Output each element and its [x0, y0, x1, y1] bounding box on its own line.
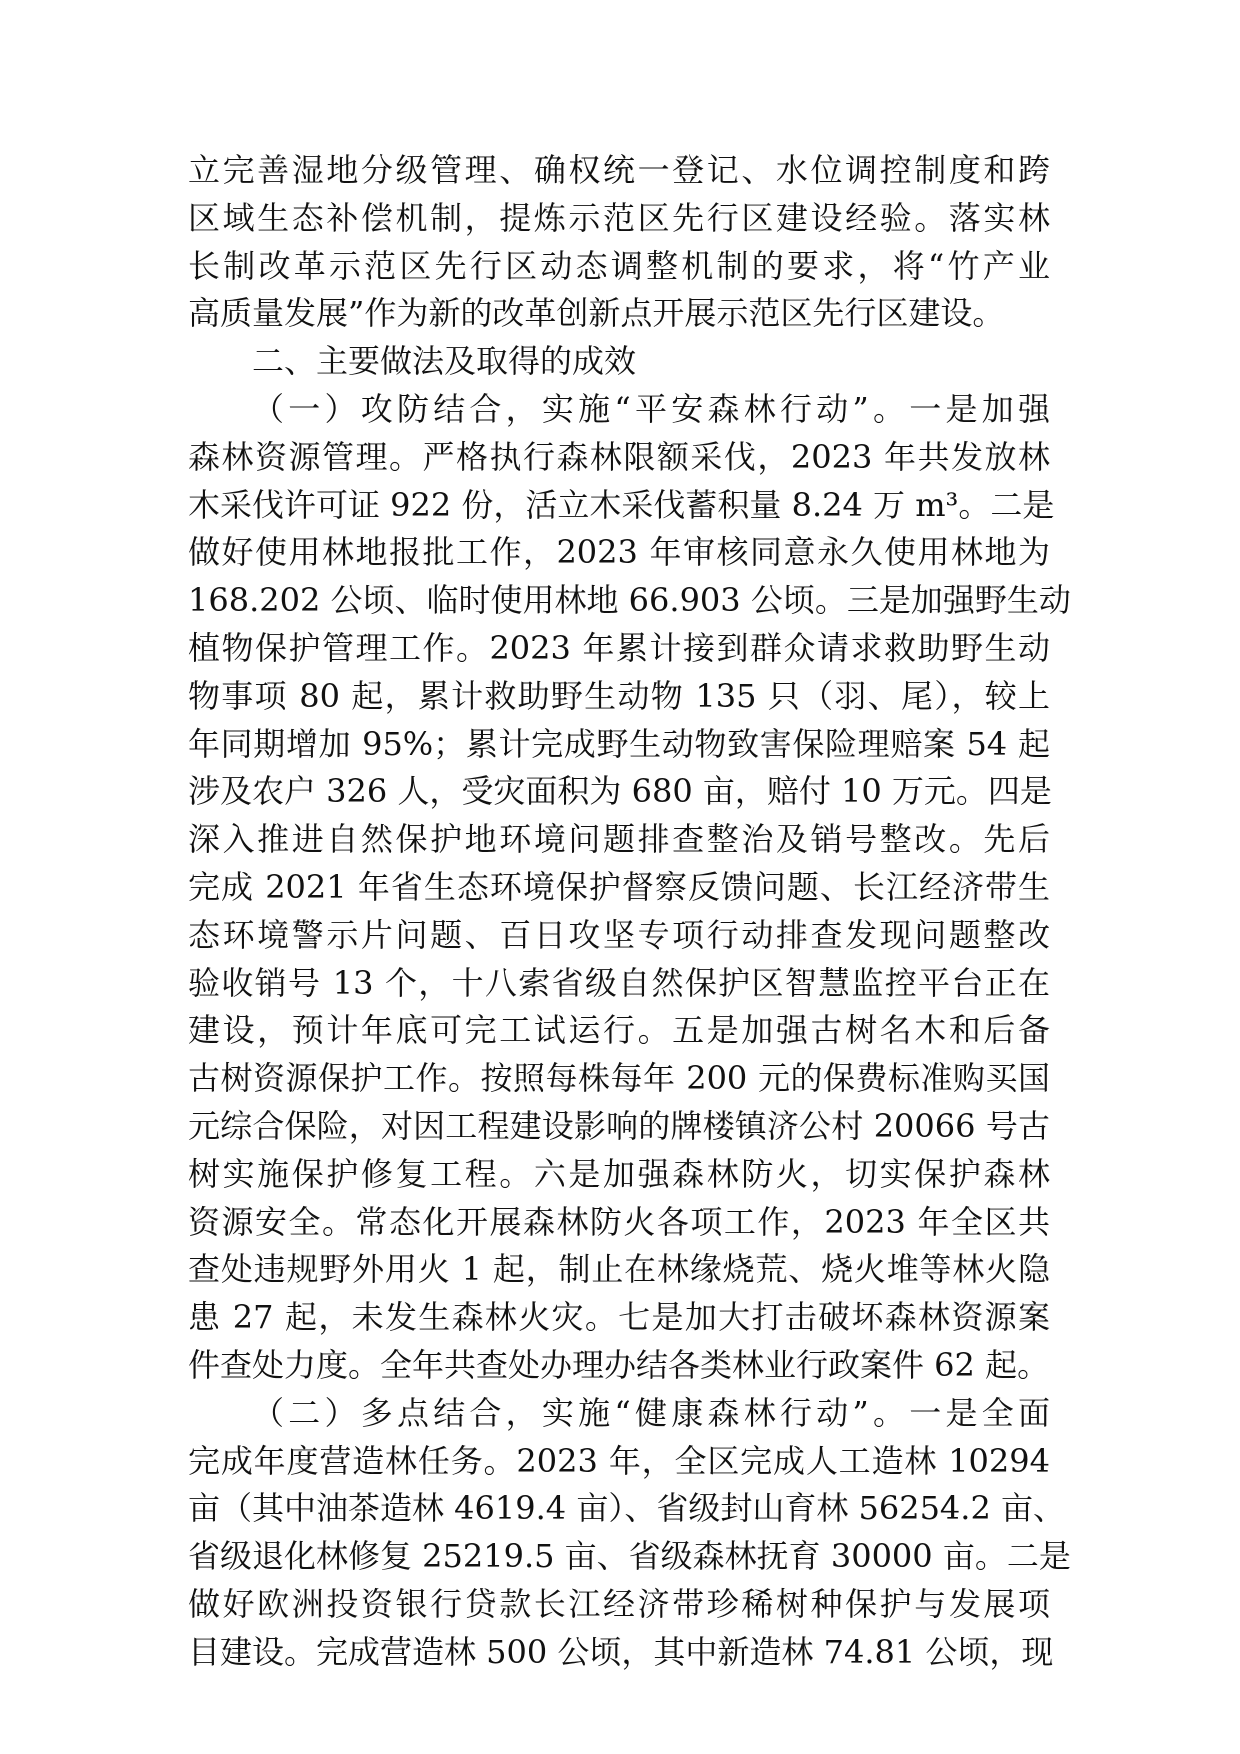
text-line: 态环境警示片问题、百日攻坚专项行动排查发现问题整改 [188, 915, 1050, 954]
text-line: 森林资源管理。严格执行森林限额采伐，2023 年共发放林 [188, 437, 1050, 476]
section-heading: 二、主要做法及取得的成效 [252, 342, 637, 381]
text-line: 查处违规野外用火 1 起，制止在林缘烧荒、烧火堆等林火隐 [188, 1250, 1050, 1289]
text-line: 年同期增加 95%；累计完成野生动物致害保险理赔案 54 起 [188, 724, 1050, 763]
text-line: 完成年度营造林任务。2023 年，全区完成人工造林 10294 [188, 1441, 1050, 1480]
text-line: 患 27 起，未发生森林火灾。七是加大打击破坏森林资源案 [188, 1298, 1050, 1337]
paragraph-first-line: （二）多点结合，实施“健康森林行动”。一是全面 [252, 1393, 1050, 1432]
text-line: 168.202 公顷、临时使用林地 66.903 公顷。三是加强野生动 [188, 581, 1071, 620]
text-line: 建设，预计年底可完工试运行。五是加强古树名木和后备 [188, 1011, 1050, 1050]
text-line: 涉及农户 326 人，受灾面积为 680 亩，赔付 10 万元。四是 [188, 772, 1052, 811]
text-line: 植物保护管理工作。2023 年累计接到群众请求救助野生动 [188, 628, 1050, 667]
text-line: 做好使用林地报批工作，2023 年审核同意永久使用林地为 [188, 533, 1050, 572]
text-line: 物事项 80 起，累计救助野生动物 135 只（羽、尾），较上 [188, 676, 1050, 715]
text-line: 完成 2021 年省生态环境保护督察反馈问题、长江经济带生 [188, 867, 1050, 906]
body-text [188, 147, 1071, 1677]
text-line: 区域生态补偿机制，提炼示范区先行区建设经验。落实林 [188, 198, 1050, 237]
paragraph-first-line: （一）攻防结合，实施“平安森林行动”。一是加强 [252, 389, 1050, 428]
text-line: 做好欧洲投资银行贷款长江经济带珍稀树种保护与发展项 [188, 1584, 1050, 1623]
text-line: 古树资源保护工作。按照每株每年 200 元的保费标准购买国 [188, 1059, 1050, 1098]
text-line: 高质量发展”作为新的改革创新点开展示范区先行区建设。 [188, 294, 1005, 333]
text-line: 树实施保护修复工程。六是加强森林防火，切实保护森林 [188, 1154, 1050, 1193]
text-line: 元综合保险，对因工程建设影响的牌楼镇济公村 20066 号古 [188, 1106, 1050, 1145]
text-line: 省级退化林修复 25219.5 亩、省级森林抚育 30000 亩。二是 [188, 1537, 1071, 1576]
text-line: 长制改革示范区先行区动态调整机制的要求，将“竹产业 [188, 246, 1050, 285]
text-line: 木采伐许可证 922 份，活立木采伐蓄积量 8.24 万 m³。二是 [188, 485, 1055, 524]
text-line: 立完善湿地分级管理、确权统一登记、水位调控制度和跨 [188, 151, 1050, 189]
text-line: 件查处力度。全年共查处办理办结各类林业行政案件 62 起。 [188, 1345, 1050, 1384]
text-line: 资源安全。常态化开展森林防火各项工作，2023 年全区共 [188, 1202, 1050, 1241]
text-line: 验收销号 13 个，十八索省级自然保护区智慧监控平台正在 [188, 963, 1050, 1002]
text-line: 深入推进自然保护地环境问题排查整治及销号整改。先后 [188, 820, 1050, 859]
text-line: 目建设。完成营造林 500 公顷，其中新造林 74.81 公顷，现 [188, 1632, 1054, 1671]
text-line: 亩（其中油茶造林 4619.4 亩）、省级封山育林 56254.2 亩、 [188, 1489, 1065, 1528]
